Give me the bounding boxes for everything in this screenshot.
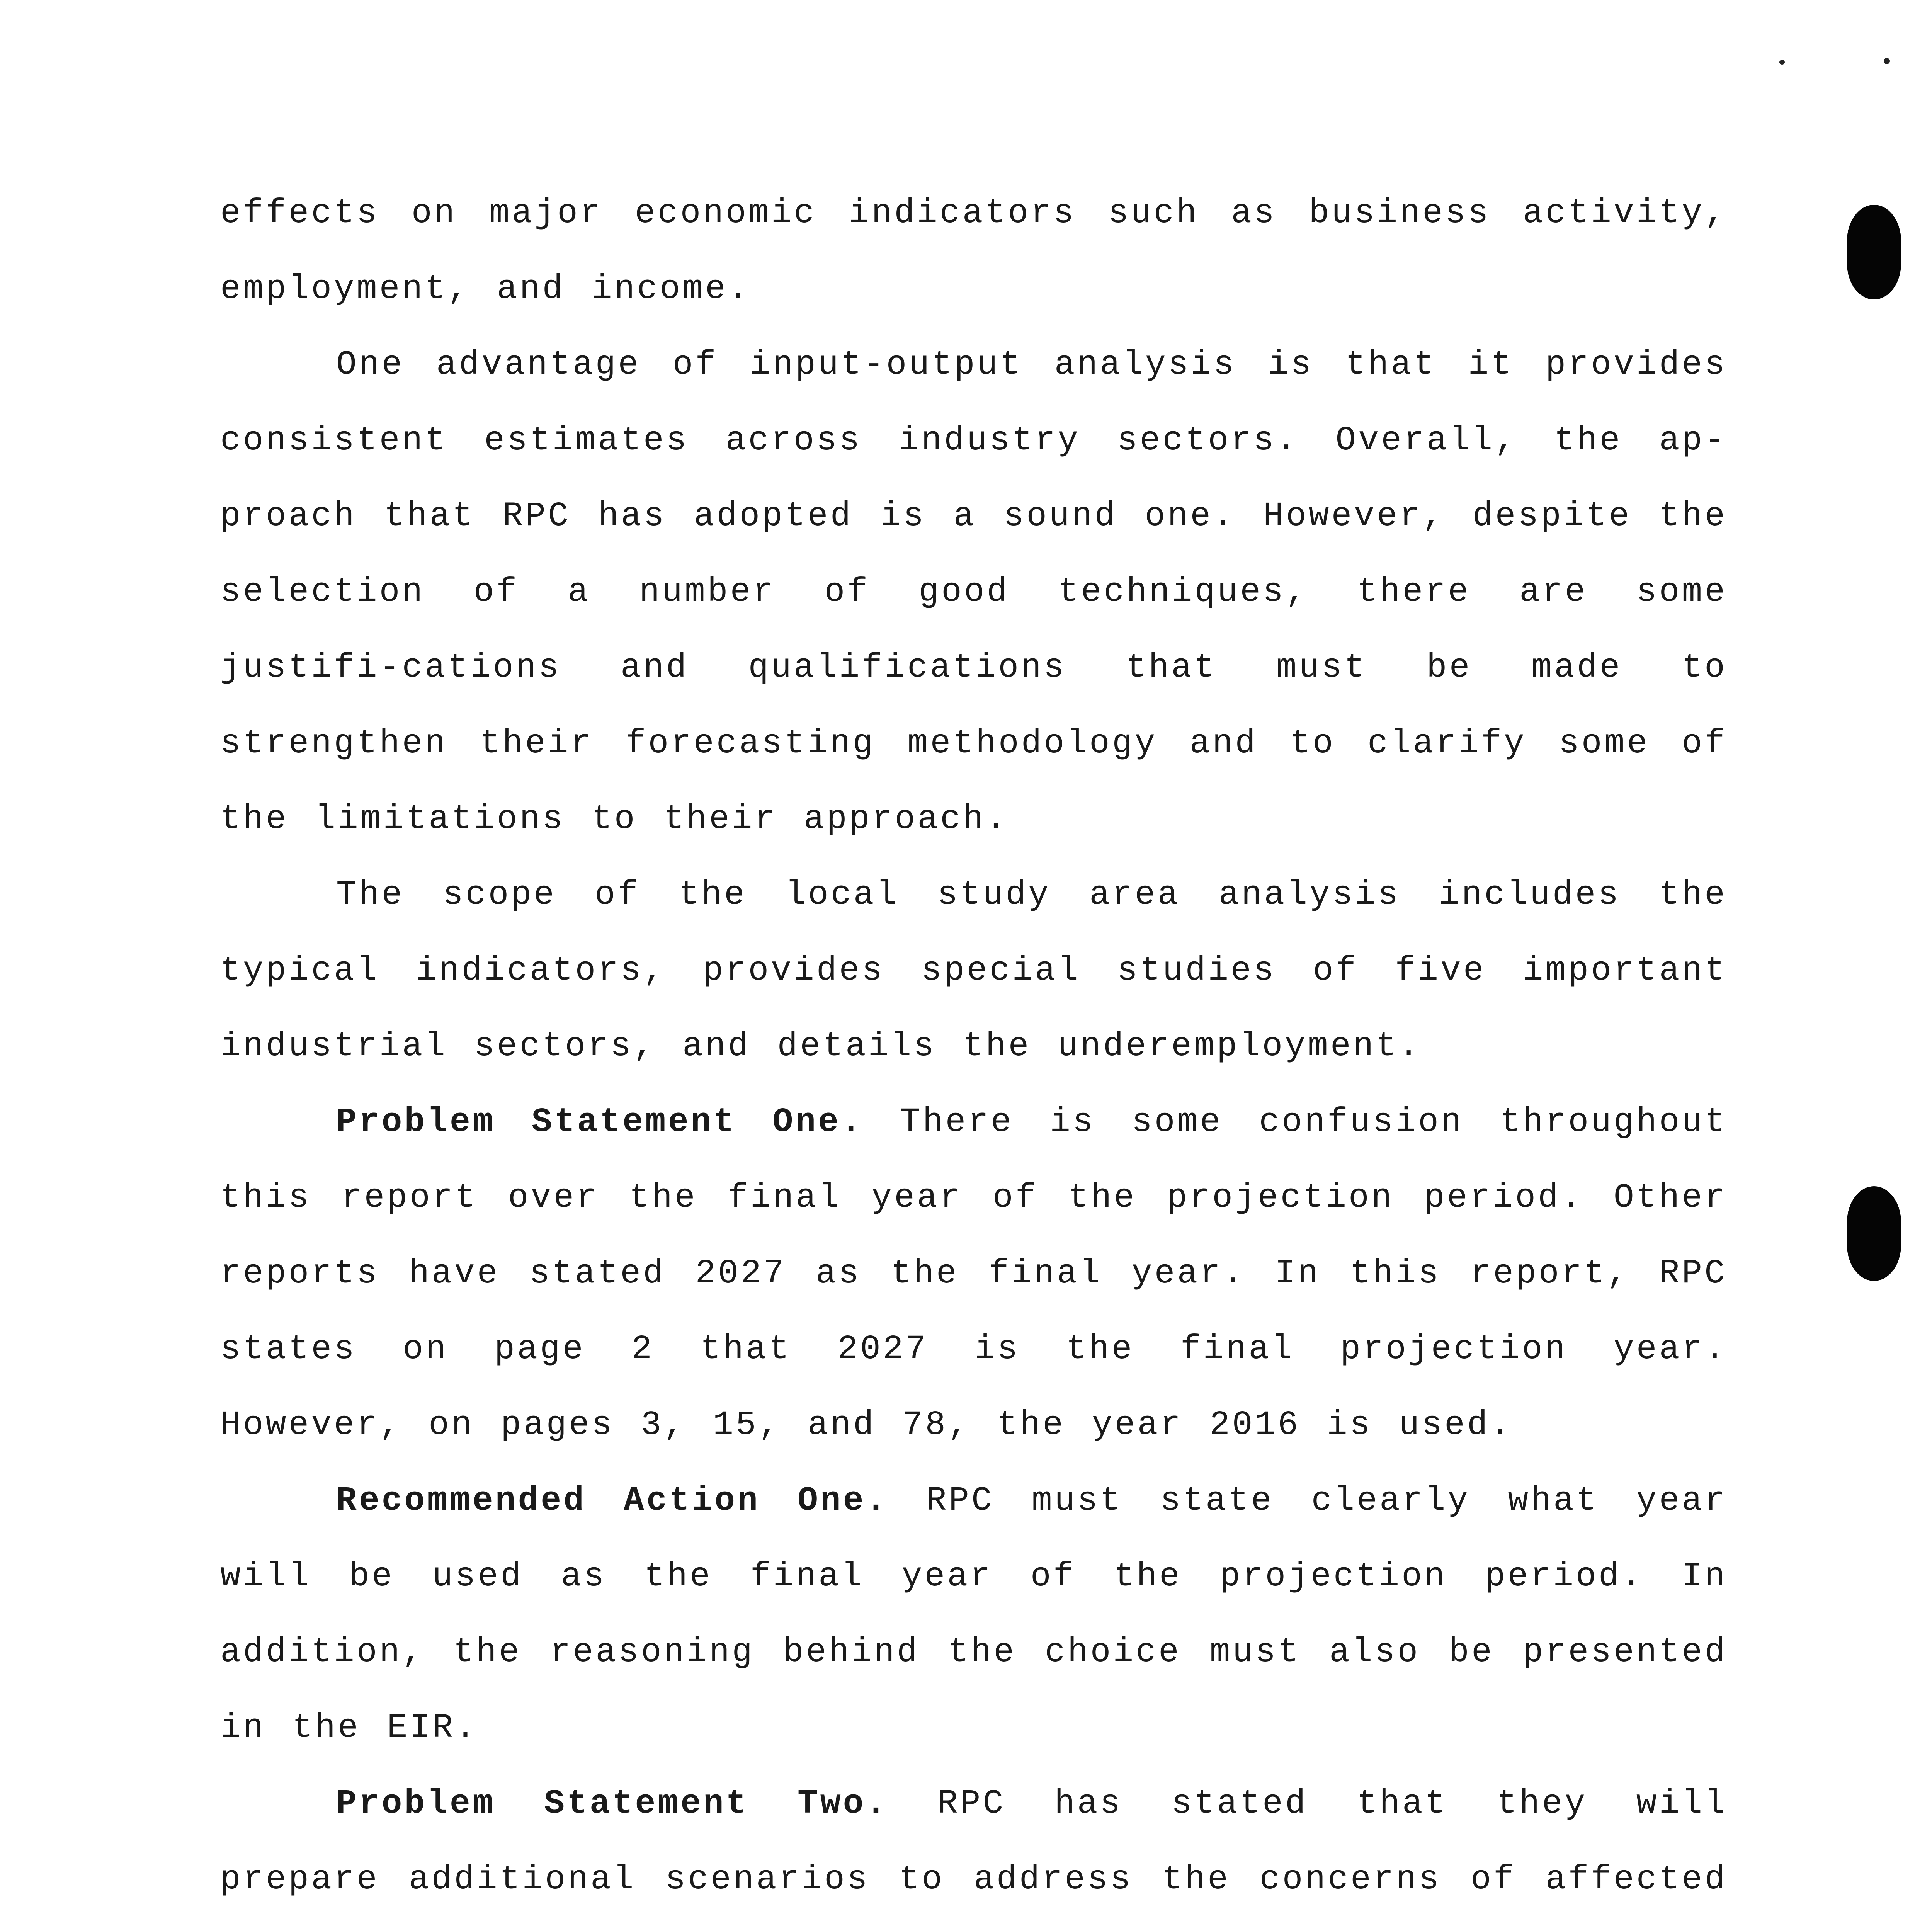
binder-hole-icon <box>1847 205 1901 299</box>
paragraph-text: One advantage of input-output analysis is that it provides consistent estimates across industry sectors. Overall, the ap-proach that RPC has adopted is a sound one. However, despite the selection of a number of good techniques, there are some justifi-cations and qualifications that must be made to strengthen their forecasting methodology and to clarify some of the limitations to their approach. <box>220 346 1727 838</box>
scan-speck <box>1779 60 1785 65</box>
problem-statement-one-heading: Problem Statement One. <box>336 1103 864 1141</box>
paragraph-study-scope <box>220 857 1727 1085</box>
problem-statement-two-heading: Problem Statement Two. <box>336 1785 889 1823</box>
paragraph-input-output-advantage <box>220 327 1727 857</box>
body-text <box>220 176 1727 1932</box>
recommended-action-one-heading: Recommended Action One. <box>336 1482 889 1520</box>
paragraph-recommended-action-one <box>220 1463 1727 1766</box>
paragraph-text: effects on major economic indicators such as business activity, employment, and income. <box>220 194 1727 308</box>
paragraph-problem-statement-two <box>220 1766 1727 1932</box>
paragraph-text: RPC has stated that they will prepare additional scenarios to address the concerns of affected <box>220 1785 1728 1899</box>
paragraph-text: The scope of the local study area analysis includes the typical indicators, provides special studies of five important industrial sectors, and details the underemployment. <box>220 876 1727 1066</box>
paragraph-problem-statement-one <box>220 1085 1727 1463</box>
scan-speck <box>1884 58 1890 64</box>
paragraph-text: RPC must state clearly what year will be used as the final year of the projection period. In addition, the reasoning behind the choice must also be presented in the EIR. <box>220 1482 1728 1747</box>
paragraph-text: There is some confusion throughout this report over the final year of the projection period. Other reports have stated 2027 as the final year. In this report, RPC states on page 2 that 2027 is the final projection year. However, on pages 3, 15, and 78, the year 2016 is used. <box>220 1103 1728 1444</box>
paragraph-continuation <box>220 176 1727 327</box>
binder-hole-icon <box>1847 1186 1901 1281</box>
